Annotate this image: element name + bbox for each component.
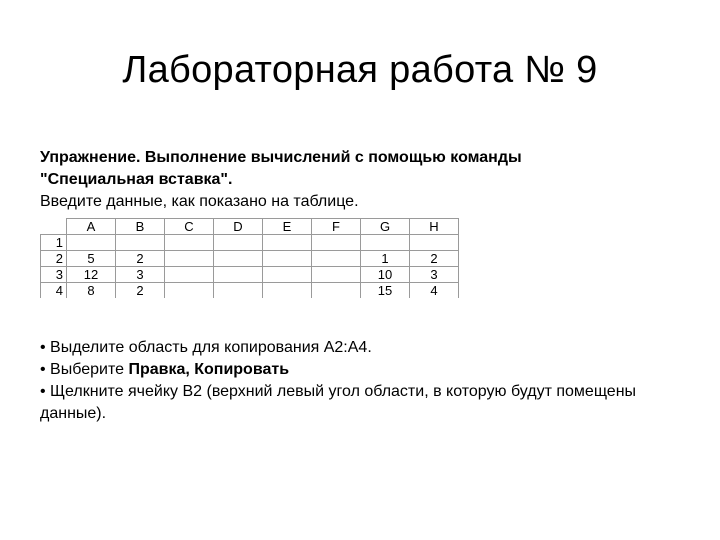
instruction-item: • Щелкните ячейку В2 (верхний левый угол области, в которую будут помещены данные). <box>40 383 637 422</box>
table-cell: 15 <box>361 283 410 299</box>
table-cell: 10 <box>361 267 410 283</box>
table-cell: 12 <box>67 267 116 283</box>
spreadsheet-table <box>40 218 459 298</box>
column-header: C <box>165 219 214 235</box>
table-row <box>41 267 459 283</box>
table-cell <box>214 267 263 283</box>
row-header: 2 <box>41 251 67 267</box>
table-cell: 8 <box>67 283 116 299</box>
table-cell: 5 <box>67 251 116 267</box>
instruction-item: • Выделите область для копирования А2:А4. <box>40 339 372 356</box>
table-cell <box>165 251 214 267</box>
column-header: B <box>116 219 165 235</box>
slide-title: Лабораторная работа № 9 <box>122 49 598 91</box>
column-header: D <box>214 219 263 235</box>
column-header: E <box>263 219 312 235</box>
exercise-instruction: Введите данные, как показано на таблице. <box>40 193 359 210</box>
exercise-heading-line1: Упражнение. Выполнение вычислений с помощью команды <box>40 149 522 166</box>
table-row <box>41 235 459 251</box>
instruction-list <box>40 337 690 425</box>
table-cell <box>410 235 459 251</box>
table-cell: 3 <box>410 267 459 283</box>
table-cell: 3 <box>116 267 165 283</box>
row-header: 1 <box>41 235 67 251</box>
table-cell <box>214 251 263 267</box>
table-cell <box>312 267 361 283</box>
table-cell <box>361 235 410 251</box>
corner-cell <box>41 219 67 235</box>
table-cell: 2 <box>116 251 165 267</box>
table-cell <box>214 235 263 251</box>
table-cell <box>116 235 165 251</box>
table-cell: 2 <box>410 251 459 267</box>
column-header-row <box>41 219 459 235</box>
column-header: A <box>67 219 116 235</box>
table-cell: 1 <box>361 251 410 267</box>
table-cell: 2 <box>116 283 165 299</box>
table-cell <box>263 251 312 267</box>
table-cell <box>312 251 361 267</box>
table-cell <box>165 267 214 283</box>
row-header: 3 <box>41 267 67 283</box>
exercise-intro <box>40 147 680 213</box>
column-header: G <box>361 219 410 235</box>
table-cell <box>165 235 214 251</box>
table-cell <box>263 235 312 251</box>
table-cell <box>214 283 263 299</box>
table-cell: 4 <box>410 283 459 299</box>
column-header: F <box>312 219 361 235</box>
column-header: H <box>410 219 459 235</box>
exercise-heading-line2: "Специальная вставка". <box>40 171 233 188</box>
table-cell <box>165 283 214 299</box>
table-cell <box>67 235 116 251</box>
table-cell <box>263 283 312 299</box>
table-row <box>41 251 459 267</box>
row-header: 4 <box>41 283 67 299</box>
table-row <box>41 283 459 299</box>
instruction-item <box>40 359 690 381</box>
menu-command-text: Правка, Копировать <box>128 361 290 378</box>
table-cell <box>263 267 312 283</box>
table-cell <box>312 283 361 299</box>
table-cell <box>312 235 361 251</box>
instruction-text: • Выберите <box>40 361 129 378</box>
